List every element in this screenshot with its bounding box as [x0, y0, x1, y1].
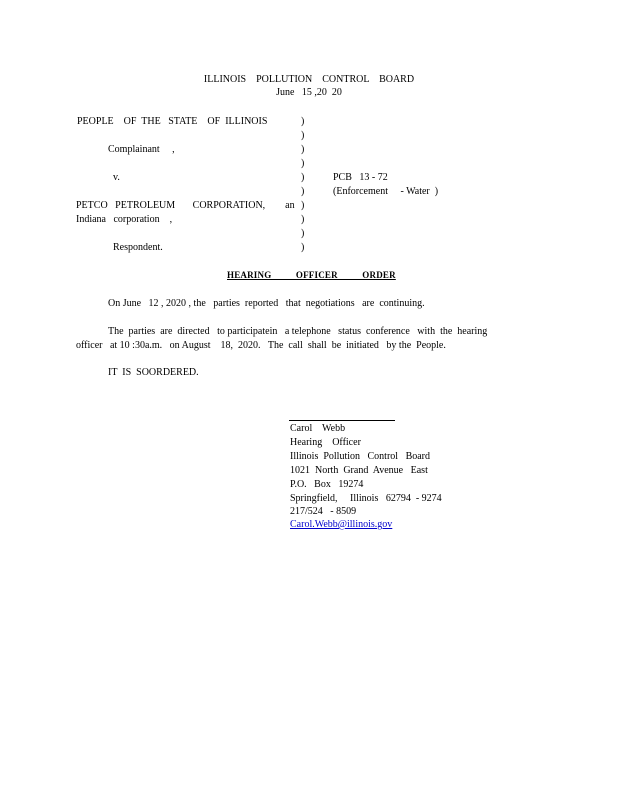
caption-paren: ) [301, 200, 305, 211]
signer-po-box: P.O. Box 19274 [290, 479, 364, 490]
paragraph-conference-line1: The parties are directed to participatein a telephone status conference with the hearing [108, 326, 488, 337]
paragraph-conference-line2: officer at 10 :30a.m. on August 18, 2020. The call shall be initiated by the People. [76, 340, 446, 351]
signer-email-link[interactable]: Carol.Webb@illinois.gov [290, 519, 393, 530]
caption-paren: ) [301, 228, 305, 239]
signer-city: Springfield, Illinois 62794 - 9274 [290, 493, 442, 504]
plaintiff-name: PEOPLE OF THE STATE OF ILLINOIS [77, 116, 268, 127]
caption-paren: ) [301, 214, 305, 225]
case-type: (Enforcement - Water ) [333, 186, 439, 197]
plaintiff-role: Complainant , [108, 144, 175, 155]
defendant-description: Indiana corporation , [76, 214, 173, 225]
signer-organization: Illinois Pollution Control Board [290, 451, 431, 462]
caption-paren: ) [301, 172, 305, 183]
signer-title: Hearing Officer [290, 437, 361, 448]
signer-address: 1021 North Grand Avenue East [290, 465, 428, 476]
caption-paren: ) [301, 242, 305, 253]
paragraph-negotiations: On June 12 , 2020 , the parties reported that negotiations are continuing. [108, 298, 425, 309]
versus-label: v. [113, 172, 120, 183]
so-ordered: IT IS SOORDERED. [108, 367, 199, 378]
order-date: June 15 ,20 20 [276, 87, 342, 98]
agency-title: ILLINOIS POLLUTION CONTROL BOARD [203, 74, 415, 85]
signer-phone: 217/524 - 8509 [290, 506, 357, 517]
caption-paren: ) [301, 130, 305, 141]
signature-line [289, 420, 395, 421]
defendant-name: PETCO PETROLEUM CORPORATION, an [76, 200, 295, 211]
order-heading: HEARING OFFICER ORDER [227, 270, 396, 280]
caption-divider [301, 115, 311, 255]
signer-name: Carol Webb [290, 423, 346, 434]
caption-paren: ) [301, 158, 305, 169]
caption-paren: ) [301, 144, 305, 155]
defendant-role: Respondent. [113, 242, 163, 253]
caption-paren: ) [301, 116, 305, 127]
caption-paren: ) [301, 186, 305, 197]
case-number: PCB 13 - 72 [333, 172, 388, 183]
